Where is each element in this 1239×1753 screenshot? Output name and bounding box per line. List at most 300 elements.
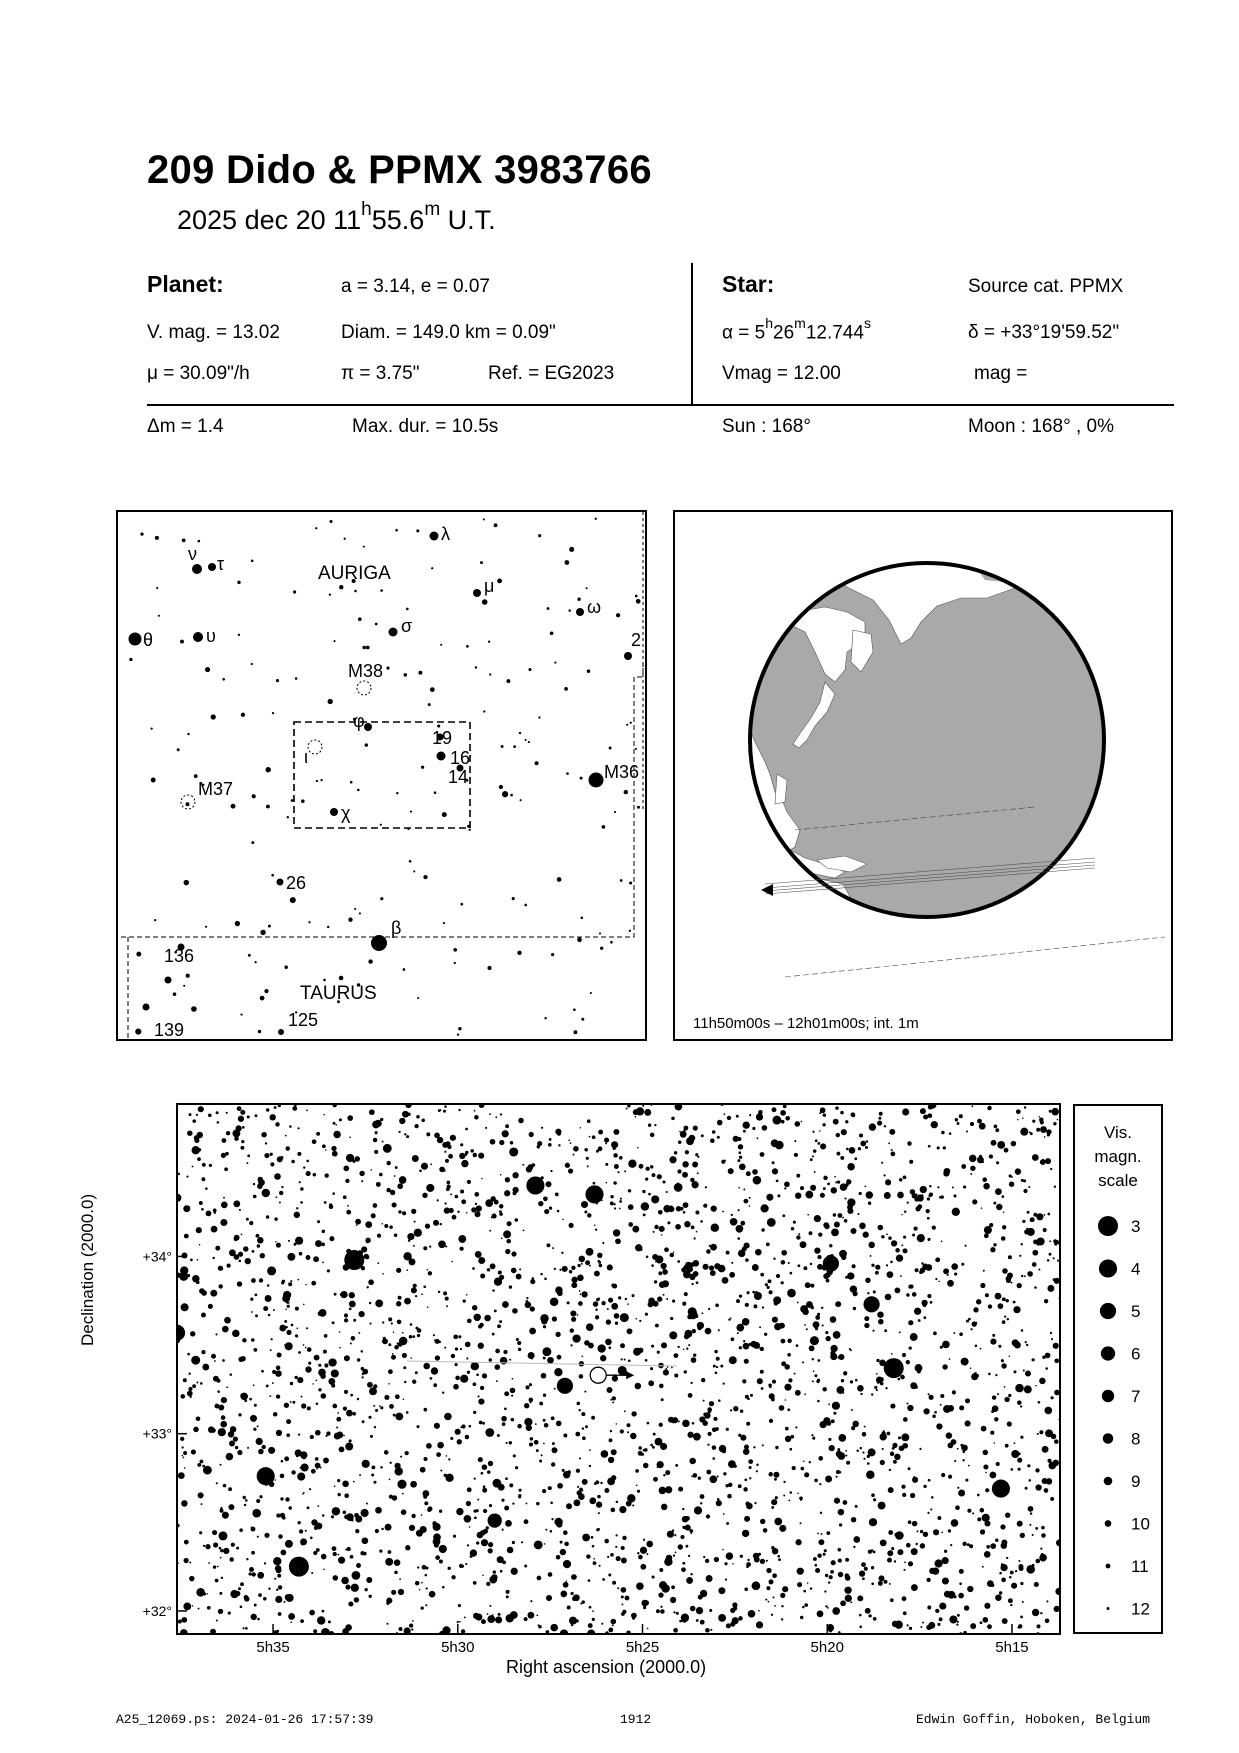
field-star <box>464 1515 472 1523</box>
field-star <box>581 1263 583 1265</box>
field-star <box>398 1131 400 1133</box>
field-star <box>744 1199 749 1204</box>
field-star <box>1032 1262 1037 1267</box>
field-star <box>817 1359 820 1362</box>
field-star <box>717 1476 719 1478</box>
field-star <box>303 1304 305 1306</box>
field-star <box>641 1453 644 1456</box>
field-star <box>832 1607 840 1615</box>
field-star <box>664 1558 672 1566</box>
field-star <box>859 1133 863 1137</box>
field-star <box>613 1203 615 1205</box>
field-star <box>829 1575 833 1579</box>
field-star <box>795 1192 801 1198</box>
field-star <box>844 1219 848 1223</box>
sky-map-star <box>609 747 612 750</box>
field-star <box>844 1573 849 1578</box>
field-star <box>639 1164 644 1169</box>
field-star <box>227 1264 231 1268</box>
field-star <box>331 1384 335 1388</box>
field-star <box>573 1146 579 1152</box>
field-star <box>465 1128 468 1131</box>
field-star <box>718 1329 720 1331</box>
sky-map-star <box>308 921 310 923</box>
sky-map-star <box>329 520 332 523</box>
field-star <box>656 1609 660 1613</box>
field-star <box>840 1600 846 1606</box>
field-star <box>850 1601 852 1603</box>
field-star <box>937 1186 939 1188</box>
field-star <box>601 1623 603 1625</box>
field-star <box>306 1160 309 1163</box>
field-star <box>956 1623 958 1625</box>
field-star <box>1037 1237 1045 1245</box>
field-star <box>237 1106 242 1111</box>
field-star <box>236 1547 239 1550</box>
field-star <box>821 1307 823 1309</box>
field-star <box>280 1474 285 1479</box>
field-star <box>742 1379 746 1383</box>
x-axis-ticks <box>256 1624 1028 1656</box>
field-star <box>357 1398 359 1400</box>
field-star <box>1024 1385 1032 1393</box>
field-star <box>265 1295 272 1302</box>
field-star <box>539 1460 542 1463</box>
field-star <box>888 1236 892 1240</box>
field-star <box>927 1197 930 1200</box>
field-star <box>915 1268 919 1272</box>
field-star <box>499 1212 503 1216</box>
field-star <box>1047 1285 1054 1292</box>
field-star <box>570 1310 576 1316</box>
field-star <box>772 1548 778 1554</box>
field-star <box>897 1378 900 1381</box>
field-star <box>495 1616 502 1623</box>
field-star <box>754 1292 762 1300</box>
field-star <box>871 1566 874 1569</box>
field-star <box>268 1447 275 1454</box>
field-star <box>589 1449 591 1451</box>
field-star <box>487 1470 491 1474</box>
field-star <box>621 1546 625 1550</box>
field-star <box>701 1378 705 1382</box>
field-star <box>1009 1181 1014 1186</box>
field-star <box>748 1459 753 1464</box>
field-star <box>1054 1186 1056 1188</box>
field-star <box>467 1544 469 1546</box>
field-star <box>744 1359 749 1364</box>
field-star <box>352 1412 356 1416</box>
field-star <box>1031 1358 1034 1361</box>
field-star <box>374 1426 376 1428</box>
field-star <box>351 1336 356 1341</box>
field-star <box>552 1447 558 1453</box>
field-star <box>325 1173 329 1177</box>
field-star <box>1017 1458 1022 1463</box>
field-star <box>194 1135 200 1141</box>
field-star <box>605 1339 612 1346</box>
field-star <box>345 1585 350 1590</box>
field-star <box>552 1316 557 1321</box>
field-star <box>268 1587 270 1589</box>
field-star <box>662 1180 665 1183</box>
field-star <box>475 1203 477 1205</box>
field-star <box>860 1141 866 1147</box>
field-star <box>670 1317 673 1320</box>
field-star <box>756 1113 763 1120</box>
field-star <box>653 1433 656 1436</box>
field-star <box>233 1200 240 1207</box>
field-star <box>339 1331 341 1333</box>
field-star <box>249 1567 254 1572</box>
field-star <box>264 1153 269 1158</box>
field-star <box>489 1358 493 1362</box>
field-star <box>817 1533 819 1535</box>
field-star <box>836 1386 844 1394</box>
field-star <box>876 1389 878 1391</box>
field-star <box>201 1208 204 1211</box>
field-star <box>405 1545 410 1550</box>
field-star <box>803 1590 806 1593</box>
field-star <box>493 1570 496 1573</box>
field-star <box>211 1226 218 1233</box>
field-star <box>715 1371 718 1374</box>
field-star <box>453 1384 459 1390</box>
field-star <box>863 1232 869 1238</box>
sky-map-star <box>264 989 268 993</box>
field-star <box>910 1493 915 1498</box>
field-star <box>812 1131 814 1133</box>
field-star <box>1009 1355 1011 1357</box>
field-star <box>386 1598 392 1604</box>
field-star <box>920 1268 925 1273</box>
field-star <box>718 1399 721 1402</box>
field-star <box>529 1132 534 1137</box>
field-star <box>247 1447 249 1449</box>
field-star <box>376 1182 381 1187</box>
sky-map-star <box>454 962 456 964</box>
field-star <box>180 1394 185 1399</box>
field-star <box>654 1225 658 1229</box>
field-star <box>814 1171 816 1173</box>
sky-map-star <box>568 609 570 611</box>
field-star <box>592 1545 595 1548</box>
field-star <box>651 1195 659 1203</box>
field-star <box>728 1168 734 1174</box>
field-star <box>412 1155 419 1162</box>
field-star <box>314 1140 316 1142</box>
field-star <box>1036 1559 1041 1564</box>
field-star <box>1009 1174 1012 1177</box>
field-star <box>1040 1126 1047 1133</box>
field-star <box>367 1382 373 1388</box>
field-star <box>509 1441 512 1444</box>
field-star <box>769 1290 773 1294</box>
field-star <box>817 1264 823 1270</box>
field-star <box>1032 1250 1038 1256</box>
field-star <box>989 1223 993 1227</box>
field-star <box>343 1407 347 1411</box>
field-star <box>745 1258 749 1262</box>
field-star <box>917 1204 922 1209</box>
field-star <box>261 1370 264 1373</box>
field-star <box>1034 1286 1037 1289</box>
field-star <box>349 1307 352 1310</box>
field-star <box>846 1148 849 1151</box>
sky-map-star <box>547 607 550 610</box>
field-star <box>211 1354 216 1359</box>
star-theta <box>129 633 142 646</box>
field-star <box>841 1379 844 1382</box>
sky-map-star <box>295 677 298 680</box>
field-star <box>298 1521 301 1524</box>
field-star <box>421 1514 423 1516</box>
constellation-taurus: TAURUS <box>300 983 377 1004</box>
field-star <box>1024 1229 1029 1234</box>
field-star <box>958 1490 965 1497</box>
field-star <box>903 1236 906 1239</box>
field-star <box>437 1442 444 1449</box>
field-star <box>439 1560 443 1564</box>
field-star <box>845 1558 849 1562</box>
field-star <box>621 1358 623 1360</box>
target-star-ring <box>590 1367 606 1383</box>
field-star <box>457 1439 462 1444</box>
field-star <box>1005 1444 1009 1448</box>
field-star <box>485 1199 493 1207</box>
field-star <box>887 1550 893 1556</box>
field-star <box>208 1426 215 1433</box>
field-star <box>557 1355 562 1360</box>
field-star <box>466 1212 468 1214</box>
field-star <box>910 1189 915 1194</box>
field-star <box>510 1388 516 1394</box>
field-star <box>505 1177 510 1182</box>
field-star <box>399 1118 405 1124</box>
field-star <box>758 1610 760 1612</box>
label-125: 125 <box>288 1010 319 1030</box>
field-star <box>295 1376 298 1379</box>
field-star <box>884 1329 887 1332</box>
field-star <box>838 1354 844 1360</box>
field-star <box>361 1350 364 1353</box>
field-star <box>573 1499 580 1506</box>
sky-map-star <box>315 527 317 529</box>
field-star <box>566 1503 572 1509</box>
field-star <box>1046 1600 1048 1602</box>
field-star <box>259 1572 261 1574</box>
field-star <box>940 1346 943 1349</box>
field-star <box>276 1589 278 1591</box>
field-star <box>446 1455 448 1457</box>
sky-map-star <box>431 567 433 569</box>
field-star <box>773 1257 775 1259</box>
field-star <box>455 1429 461 1435</box>
field-star <box>252 1509 261 1518</box>
sky-map-star <box>251 663 253 665</box>
field-star <box>444 1202 446 1204</box>
field-star <box>217 1390 220 1393</box>
field-star <box>970 1367 972 1369</box>
field-star <box>557 1210 560 1213</box>
field-star <box>444 1413 452 1421</box>
field-star <box>876 1359 879 1362</box>
field-star <box>756 1463 759 1466</box>
field-star <box>354 1513 359 1518</box>
field-star <box>473 1411 476 1414</box>
field-star <box>382 1223 384 1225</box>
field-star <box>333 1131 340 1138</box>
field-star <box>335 1124 337 1126</box>
field-star <box>771 1506 774 1509</box>
field-star <box>726 1428 729 1431</box>
field-star <box>1032 1120 1035 1123</box>
field-star <box>621 1558 627 1564</box>
field-star <box>1011 1141 1017 1147</box>
field-star <box>382 1321 384 1323</box>
field-star <box>891 1240 897 1246</box>
field-star <box>823 1176 827 1180</box>
field-star <box>823 1553 826 1556</box>
field-star <box>643 1463 649 1469</box>
field-star <box>796 1235 800 1239</box>
field-star <box>682 1508 684 1510</box>
field-star <box>683 1211 686 1214</box>
field-star <box>658 1271 662 1275</box>
field-star <box>680 1207 684 1211</box>
field-star <box>618 1366 627 1375</box>
label-m36: ι <box>304 747 308 767</box>
star-nu <box>192 564 202 574</box>
sky-map-star <box>403 968 406 971</box>
field-star <box>772 1161 775 1164</box>
field-star <box>285 1326 288 1329</box>
field-star <box>311 1281 316 1286</box>
field-star <box>291 1160 295 1164</box>
field-star <box>543 1419 546 1422</box>
field-star <box>687 1314 692 1319</box>
cluster-m37-marker <box>181 795 195 809</box>
field-star <box>836 1470 840 1474</box>
field-star <box>1029 1479 1032 1482</box>
field-star <box>328 1358 336 1366</box>
field-star <box>517 1341 521 1345</box>
field-star <box>329 1203 332 1206</box>
field-star <box>433 1533 441 1541</box>
field-star <box>888 1530 893 1535</box>
field-star <box>549 1207 552 1210</box>
field-star <box>636 1107 644 1115</box>
field-star <box>954 1460 956 1462</box>
field-star <box>252 1250 255 1253</box>
sky-map-star <box>524 904 527 907</box>
field-star <box>220 1219 227 1226</box>
field-star <box>853 1546 855 1548</box>
shadow-limit-south <box>785 937 1165 977</box>
field-star <box>843 1371 847 1375</box>
field-star <box>825 1574 828 1577</box>
sky-map-star <box>191 1006 197 1012</box>
field-star <box>835 1301 841 1307</box>
field-star <box>628 1222 633 1227</box>
field-star <box>638 1446 642 1450</box>
field-star <box>1004 1316 1006 1318</box>
star-ra: $\alpha = 5^h26^m12.744^s$ <box>722 315 871 344</box>
field-star <box>760 1204 768 1212</box>
field-star <box>537 1145 540 1148</box>
field-star <box>239 1260 242 1263</box>
field-star <box>784 1384 791 1391</box>
field-star <box>465 1563 467 1565</box>
field-star <box>192 1605 194 1607</box>
sky-map-star <box>354 908 356 910</box>
field-star <box>684 1292 688 1296</box>
sky-map-star <box>635 595 638 598</box>
field-star <box>1053 1460 1060 1467</box>
field-star <box>859 1625 862 1628</box>
field-star <box>613 1129 619 1135</box>
field-star <box>1045 1353 1051 1359</box>
sky-map-star <box>151 778 156 783</box>
field-star <box>856 1449 858 1451</box>
field-star <box>411 1263 413 1265</box>
field-star <box>598 1130 603 1135</box>
sky-map-star <box>380 589 383 592</box>
field-star <box>276 1394 280 1398</box>
field-star <box>915 1193 918 1196</box>
sky-map-star <box>421 766 424 769</box>
sky-map-star <box>460 903 463 906</box>
field-star <box>802 1606 804 1608</box>
field-star <box>478 1153 484 1159</box>
field-star <box>710 1629 712 1631</box>
field-star <box>285 1135 287 1137</box>
field-star <box>188 1387 192 1391</box>
cluster-m38-marker <box>357 681 371 695</box>
field-star <box>314 1526 318 1530</box>
field-star <box>247 1154 250 1157</box>
field-star <box>486 1526 489 1529</box>
field-star <box>401 1509 407 1515</box>
sky-map-star <box>528 668 531 671</box>
field-star <box>935 1278 937 1280</box>
field-star <box>380 1466 383 1469</box>
field-star <box>365 1588 368 1591</box>
field-star <box>221 1415 226 1420</box>
field-star <box>561 1252 563 1254</box>
field-star <box>687 1432 693 1438</box>
field-star <box>882 1448 884 1450</box>
field-star <box>951 1519 959 1527</box>
field-star <box>815 1568 820 1573</box>
field-star <box>941 1473 945 1477</box>
sky-map-star <box>580 777 583 780</box>
field-star <box>1011 1583 1017 1589</box>
field-star <box>288 1240 290 1242</box>
field-star <box>909 1627 912 1630</box>
field-star <box>877 1121 882 1126</box>
field-star <box>869 1518 877 1526</box>
field-star <box>434 1543 439 1548</box>
field-star <box>691 1181 698 1188</box>
field-star <box>479 1323 483 1327</box>
field-star <box>277 1353 282 1358</box>
field-star <box>239 1209 241 1211</box>
field-star <box>709 1265 714 1270</box>
field-star <box>863 1458 865 1460</box>
field-star <box>274 1217 277 1220</box>
field-star <box>678 1140 681 1143</box>
